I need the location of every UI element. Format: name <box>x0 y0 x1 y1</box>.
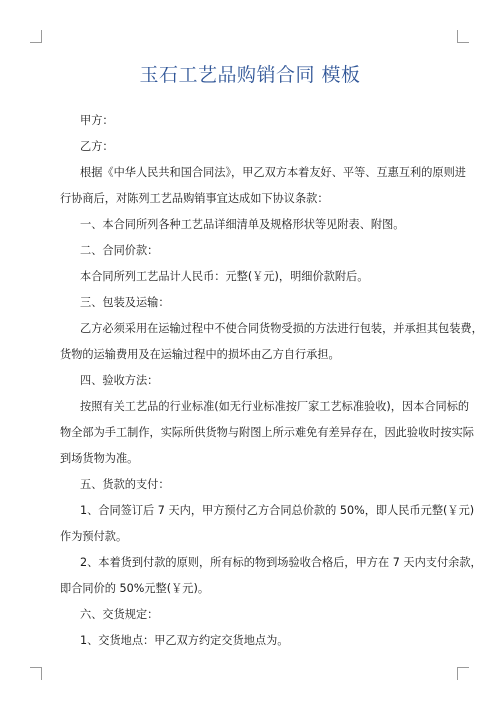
corner-mark-top-right <box>457 30 469 43</box>
clause-2-heading: 二、合同价款： <box>80 244 159 257</box>
corner-mark-bottom-right <box>457 667 469 680</box>
corner-mark-top-left <box>30 30 42 43</box>
paragraph-line: 1、交货地点：甲乙双方约定交货地点为。 <box>80 634 289 647</box>
clause-3-heading: 三、包装及运输： <box>80 296 170 309</box>
party-a-label: 甲方： <box>80 114 114 127</box>
paragraph-line: 到场货物为准。 <box>60 452 139 465</box>
paragraph-line: 根据《中华人民共和国合同法》，甲乙双方本着友好、平等、互惠互利的原则进 <box>80 166 466 179</box>
paragraph-line: 本合同所列工艺品计人民币：元整(￥元)，明细价款附后。 <box>80 270 369 283</box>
clause-5-heading: 五、货款的支付： <box>80 478 170 491</box>
paragraph-line: 1、合同签订后 7 天内，甲方预付乙方合同总价款的 50%，即人民币元整(￥元) <box>80 504 475 517</box>
paragraph-line: 货物的运输费用及在运输过程中的损坏由乙方自行承担。 <box>60 348 340 361</box>
clause-1: 一、本合同所列各种工艺品详细清单及规格形状等见附表、附图。 <box>80 218 405 231</box>
paragraph-line: 按照有关工艺品的行业标准(如无行业标准按厂家工艺标准验收)，因本合同标的 <box>80 400 470 413</box>
document-title: 玉石工艺品购销合同 模板 <box>139 64 361 86</box>
paragraph-line: 即合同价的 50%元整(￥元)。 <box>60 582 210 595</box>
paragraph-line: 物全部为手工制作，实际所供货物与附图上所示难免有差异存在，因此验收时按实际 <box>60 426 474 439</box>
clause-4-heading: 四、验收方法： <box>80 374 159 387</box>
paragraph-line: 作为预付款。 <box>60 530 128 543</box>
clause-6-heading: 六、交货规定： <box>80 608 159 621</box>
party-b-label: 乙方： <box>80 140 114 153</box>
corner-mark-bottom-left <box>30 667 42 680</box>
paragraph-line: 乙方必须采用在运输过程中不使合同货物受损的方法进行包装，并承担其包装费， <box>80 322 483 335</box>
paragraph-line: 2、本着货到付款的原则，所有标的物到场验收合格后，甲方在 7 天内支付余款， <box>80 556 482 569</box>
paragraph-line: 行协商后，对陈列工艺品购销事宜达成如下协议条款： <box>60 192 329 205</box>
